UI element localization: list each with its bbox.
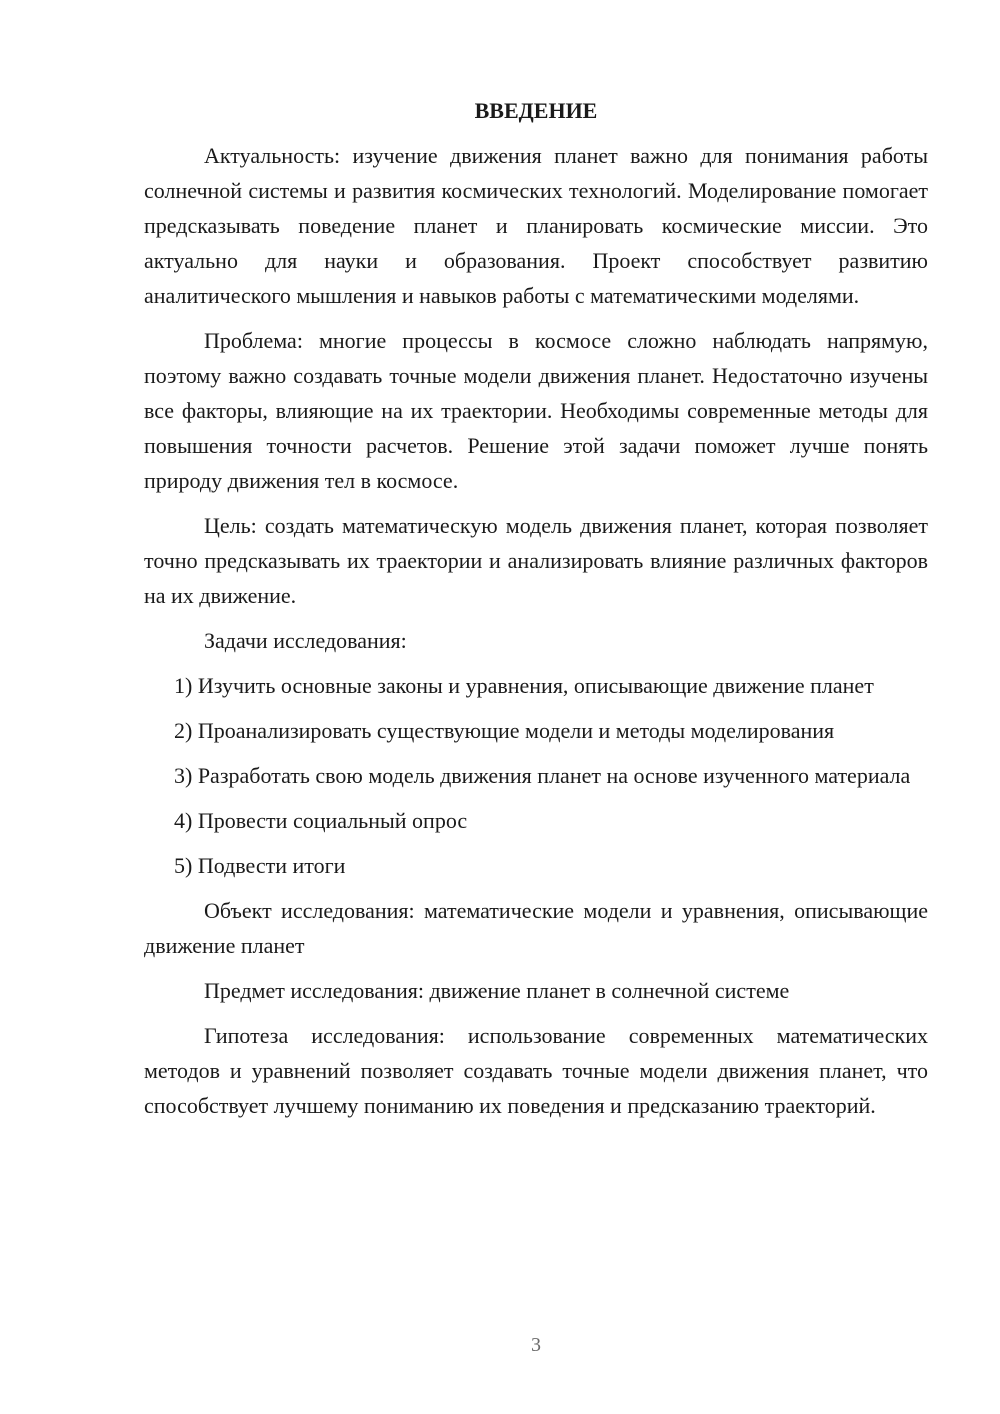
page-number: 3	[531, 1334, 541, 1356]
goal-paragraph: Цель: создать математическую модель движения планет, которая позволяет точно предсказывать их траектории и анализировать влияние различных факторов на их движение.	[144, 513, 928, 608]
page-title: ВВЕДЕНИЕ	[474, 98, 598, 123]
subject-paragraph: Предмет исследования: движение планет в солнечной системе	[204, 978, 790, 1003]
object-paragraph: Объект исследования: математические модели и уравнения, описывающие движение планет	[144, 898, 928, 958]
document-page	[144, 96, 928, 1133]
tasks-heading: Задачи исследования:	[204, 628, 407, 653]
task-item-1: 1) Изучить основные законы и уравнения, описывающие движение планет	[174, 673, 874, 698]
relevance-paragraph: Актуальность: изучение движения планет важно для понимания работы солнечной системы и развития космических технологий. Моделирование помогает предсказывать поведение планет и планировать космические миссии. Это актуально для науки и образования. Проект способствует развитию аналитического мышления и навыков работы с математическими моделями.	[144, 143, 928, 308]
task-item-2: 2) Проанализировать существующие модели и методы моделирования	[174, 718, 835, 743]
task-item-4: 4) Провести социальный опрос	[174, 808, 468, 833]
problem-paragraph: Проблема: многие процессы в космосе сложно наблюдать напрямую, поэтому важно создавать точные модели движения планет. Недостаточно изучены все факторы, влияющие на их траектории. Необходимы современные методы для повышения точности расчетов. Решение этой задачи поможет лучше понять природу движения тел в космосе.	[144, 328, 928, 493]
task-item-3: 3) Разработать свою модель движения планет на основе изученного материала	[174, 763, 911, 788]
task-item-5: 5) Подвести итоги	[174, 853, 346, 878]
hypothesis-paragraph: Гипотеза исследования: использование современных математических методов и уравнений позволяет создавать точные модели движения планет, что способствует лучшему пониманию их поведения и предсказанию траекторий.	[144, 1023, 928, 1118]
